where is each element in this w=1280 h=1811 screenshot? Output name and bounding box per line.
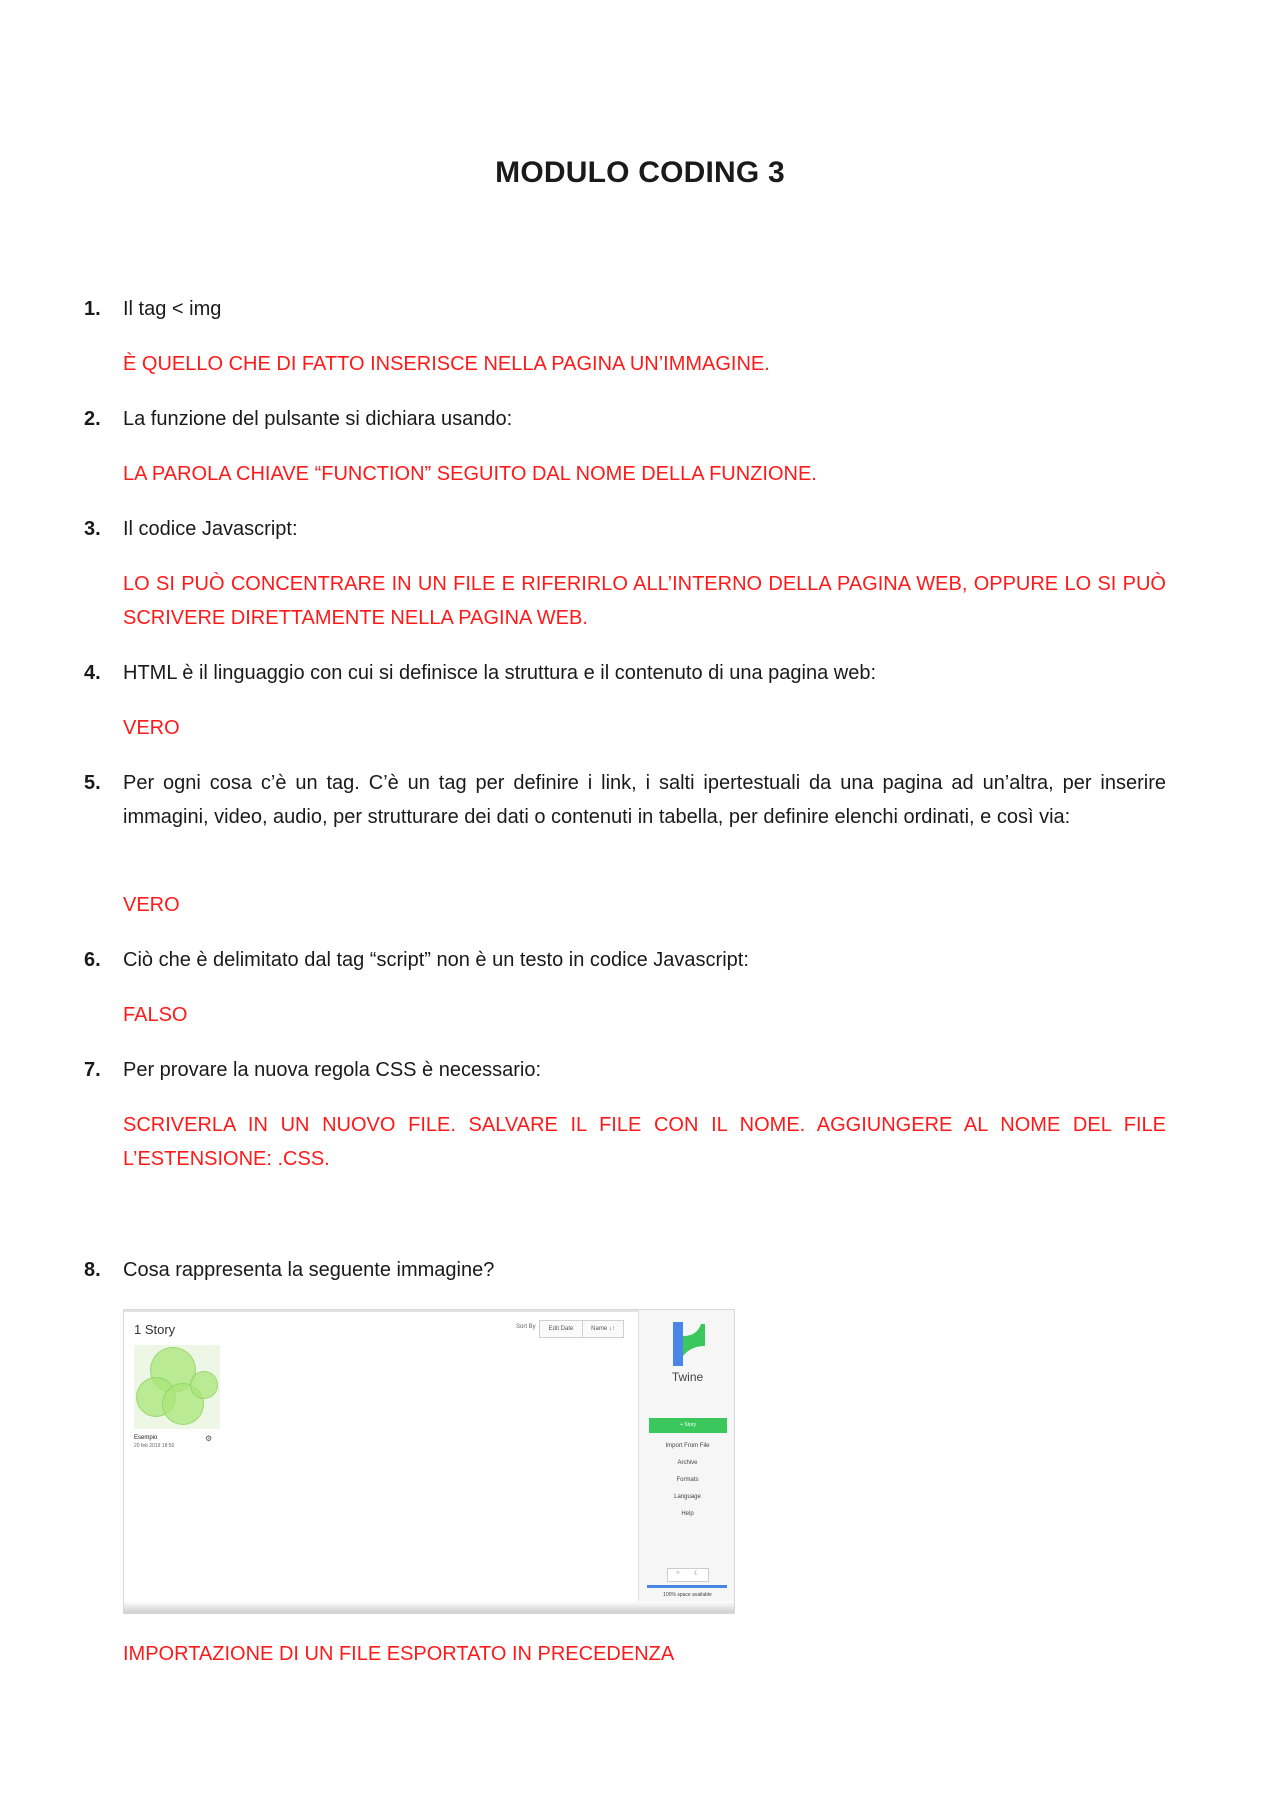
language-button[interactable]: Language xyxy=(674,1494,701,1500)
answer-text: LA PAROLA CHIAVE “FUNCTION” SEGUITO DAL NOME DELLA FUNZIONE. xyxy=(123,463,817,485)
answer-text: VERO xyxy=(123,717,180,739)
new-story-button[interactable]: + Story xyxy=(649,1418,727,1433)
import-from-file-button[interactable]: Import From File xyxy=(665,1443,710,1449)
question-text: La funzione del pulsante si dichiara usando: xyxy=(123,408,513,430)
twine-logo-icon xyxy=(671,1322,705,1366)
answer-text: LO SI PUÒ CONCENTRARE IN UN FILE E RIFERIRLO ALL’INTERNO DELLA PAGINA WEB, OPPURE LO SI PUÒ SCRIVERE DIRETTAMENTE NELLA PAGINA WEB. xyxy=(123,573,1166,629)
bottom-shade xyxy=(124,1601,734,1613)
question-text: HTML è il linguaggio con cui si definisce la struttura e il contenuto di una pagina web: xyxy=(123,662,877,684)
question-text: Per provare la nuova regola CSS è necessario: xyxy=(123,1059,542,1081)
question-text: Il tag < img xyxy=(123,298,222,320)
formats-button[interactable]: Formats xyxy=(676,1477,699,1483)
question-text: Cosa rappresenta la seguente immagine? xyxy=(123,1259,495,1281)
theme-toggle[interactable] xyxy=(667,1568,709,1582)
sort-label: Sort By xyxy=(516,1324,536,1330)
answer-text: VERO xyxy=(123,894,180,916)
passage-bubble xyxy=(190,1371,218,1399)
question-number: 3. xyxy=(84,518,101,540)
question-text: Il codice Javascript: xyxy=(123,518,298,540)
sort-edit-date-button[interactable]: Edit Date xyxy=(539,1320,583,1338)
archive-button[interactable]: Archive xyxy=(677,1460,698,1466)
moon-icon[interactable]: ☾ xyxy=(694,1571,700,1577)
storage-bar xyxy=(647,1585,727,1588)
question-text: Ciò che è delimitato dal tag “script” non è un testo in codice Javascript: xyxy=(123,949,749,971)
answer-text: È QUELLO CHE DI FATTO INSERISCE NELLA PAGINA UN’IMMAGINE. xyxy=(123,353,770,375)
question-number: 4. xyxy=(84,662,101,684)
answer-text: SCRIVERLA IN UN NUOVO FILE. SALVARE IL FILE CON IL NOME. AGGIUNGERE AL NOME DEL FILE L’ESTENSIONE: .CSS. xyxy=(123,1114,1166,1170)
question-text: Per ogni cosa c’è un tag. C’è un tag per definire i link, i salti ipertestuali da una pagina ad un’altra, per inserire immagini, video, audio, per strutturare dei dati o contenuti in tabella, per definire elenchi ordinati, e così via: xyxy=(123,772,1166,828)
question-number: 8. xyxy=(84,1259,101,1281)
question-number: 6. xyxy=(84,949,101,971)
story-card-preview[interactable] xyxy=(134,1345,220,1429)
app-name: Twine xyxy=(671,1370,704,1384)
question-number: 7. xyxy=(84,1059,101,1081)
page-title: MODULO CODING 3 xyxy=(495,156,785,189)
answer-text: IMPORTAZIONE DI UN FILE ESPORTATO IN PRECEDENZA xyxy=(123,1643,675,1665)
question-number: 2. xyxy=(84,408,101,430)
story-count: 1 Story xyxy=(134,1322,176,1337)
question-number: 1. xyxy=(84,298,101,320)
answer-text: FALSO xyxy=(123,1004,188,1026)
question-number: 5. xyxy=(84,772,101,794)
twine-screenshot xyxy=(123,1309,735,1614)
story-name: Esempio xyxy=(134,1435,158,1441)
sort-name-button[interactable]: Name ↓↑ xyxy=(582,1320,624,1338)
help-button[interactable]: Help xyxy=(681,1511,694,1517)
twine-sidebar xyxy=(638,1310,735,1613)
space-available: 100% space available xyxy=(663,1592,712,1598)
sun-icon[interactable]: ○ xyxy=(676,1570,680,1576)
gear-icon[interactable]: ⚙ xyxy=(205,1434,213,1443)
story-date: 20 feb 2019 18:50 xyxy=(134,1443,175,1449)
